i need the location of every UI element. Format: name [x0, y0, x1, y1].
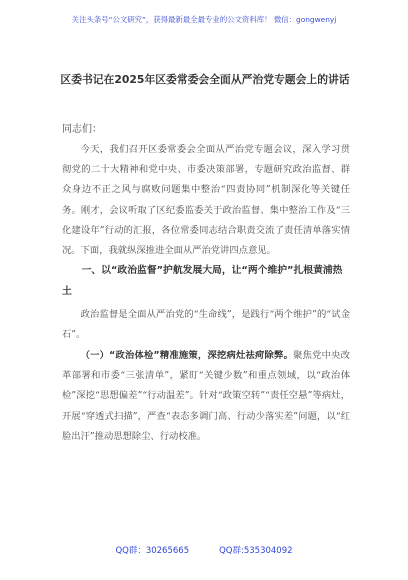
qq-group-1: QQ群：30265665	[115, 546, 190, 556]
section-heading-1: 一、以“政治监督”护航发展大局，让“两个维护”扎根黄浦热土	[62, 265, 343, 297]
footer-contact	[0, 544, 408, 556]
paragraph-political-supervision: 政治监督是全面从严治党的“生命线”，是践行“两个维护”的“试金石”。	[62, 309, 350, 341]
subsection-body-1: 聚焦党中央改革部署和市委“三张清单”，紧盯“关键少数”和重点领域，以“政治体检”深挖“思想偏差”“行动温差”。针对“政策空转”“责任空悬”等病灶，开展“穿透式扫描”，严查“表态多调门高、行动少落实差”问题，以“红脸出汗”推动思想除尘、行动校准。	[62, 350, 350, 442]
paragraph-political-checkup	[62, 346, 350, 447]
paragraph-intro: 今天，我们召开区委常委会全面从严治党专题会议，深入学习贯彻党的二十大精神和党中央、市委决策部署，专题研究政治监督、群众身边不正之风与腐败问题集中整治“四责协同”机制深化等关键任务。刚才，会议听取了区纪委监委关于政治监督、集中整治工作及“三化建设年”行动的汇报，各位常委同志结合职责交流了责任清单落实情况。下面，我就纵深推进全面从严治党讲四点意见。	[62, 144, 350, 257]
qq-group-2: QQ群:535304092	[219, 546, 293, 556]
subsection-heading-1: （一）“政治体检”精准施策，深挖病灶祛疴除弊。	[80, 350, 294, 361]
salutation: 同志们：	[62, 124, 102, 135]
document-title: 区委书记在2025年区委常委会全面从严治党专题会上的讲话	[60, 73, 350, 86]
promo-banner: 关注头条号“公文研究”，获得最新最全最专业的公文资料库！ 微信：gongwenyj	[71, 15, 337, 24]
